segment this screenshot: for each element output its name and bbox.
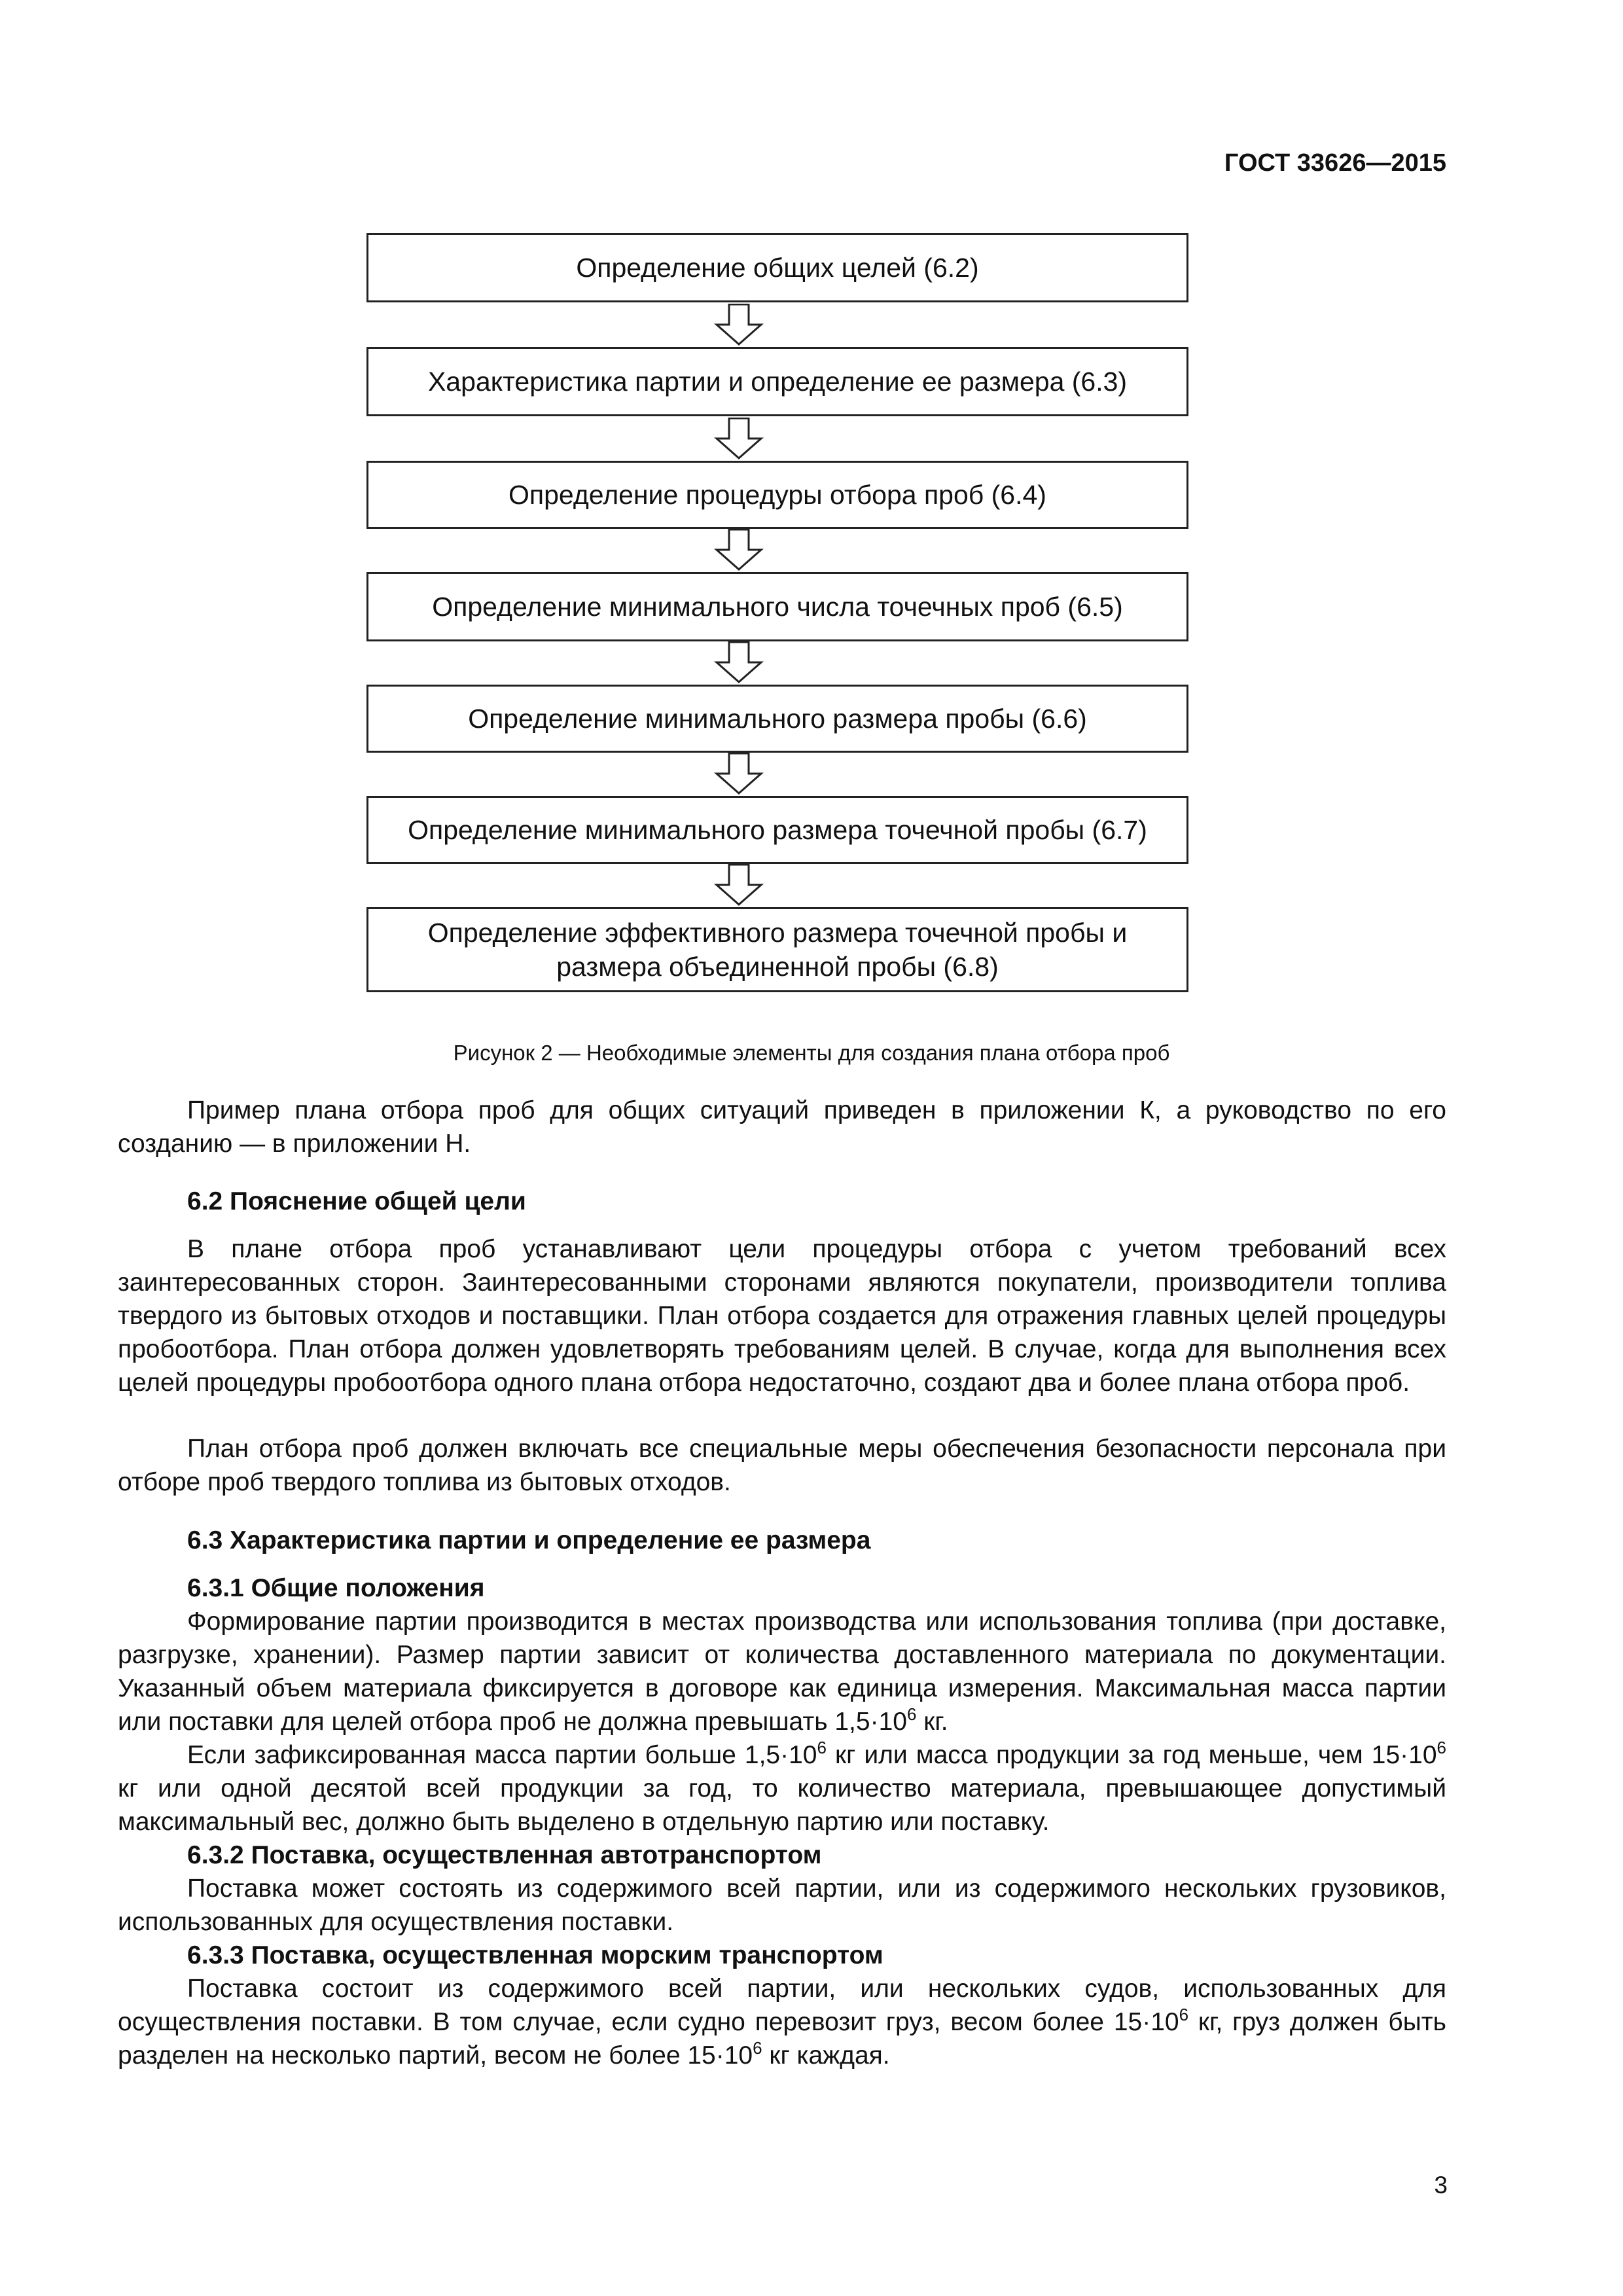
section-6-3-3-paragraph: Поставка состоит из содержимого всей партии, или нескольких судов, использованных для осуществления поставки. В том случае, если судно перевозит груз, весом более $15\cdot 10^6$ кг, груз должен быть разделен на несколько партий, весом не более $15\cdot 10^6$ кг каждая. <box>118 1975 1446 2070</box>
flowchart-step-3: Определение процедуры отбора проб (6.4) <box>366 461 1188 529</box>
down-arrow-icon <box>713 641 765 683</box>
section-6-2-paragraph-1: В плане отбора проб устанавливают цели процедуры отбора с учетом требований всех заинтересованных сторон. Заинтересованными сторонами являются покупатели, производители топлива твердого из бытовых отходов и поставщики. План отбора создается для отражения главных целей процедуры пробоотбора. План отбора должен удовлетворять требованиям целей. В случае, когда для выполнения всех целей процедуры пробоотбора одного плана отбора недостаточно, создают два и более плана отбора проб. <box>118 1235 1446 1397</box>
section-6-3-1-paragraph-2: Если зафиксированная масса партии больше $1,5\cdot 10^6$ кг или масса продукции за год меньше, чем $15\cdot 10^6$ кг или одной десятой всей продукции за год, то количество материала, превышающее допустимый максимальный вес, должно быть выделено в отдельную партию или поставку. <box>118 1738 1446 1836</box>
intro-paragraph: Пример плана отбора проб для общих ситуаций приведен в приложении К, а руководство по его созданию — в приложении Н. <box>118 1096 1446 1158</box>
document-code: ГОСТ 33626—2015 <box>1224 149 1446 177</box>
figure-caption: Рисунок 2 — Необходимые элементы для создания плана отбора проб <box>453 1041 1170 1065</box>
down-arrow-icon <box>713 418 765 459</box>
section-6-3-2-heading: 6.3.2 Поставка, осуществленная автотранспортом <box>187 1841 822 1869</box>
page-number: 3 <box>1434 2172 1448 2198</box>
section-6-3-heading: 6.3 Характеристика партии и определение ее размера <box>187 1526 871 1554</box>
flowchart-step-6: Определение минимального размера точечной пробы (6.7) <box>366 796 1188 864</box>
section-6-2-heading: 6.2 Пояснение общей цели <box>187 1187 526 1215</box>
flowchart-step-7: Определение эффективного размера точечной пробы и размера объединенной пробы (6.8) <box>366 907 1188 992</box>
section-6-3-2-paragraph: Поставка может состоять из содержимого всей партии, или из содержимого нескольких грузовиков, использованных для осуществления поставки. <box>118 1874 1446 1936</box>
flowchart-step-1: Определение общих целей (6.2) <box>366 233 1188 302</box>
down-arrow-icon <box>713 753 765 795</box>
flowchart-step-4: Определение минимального числа точечных проб (6.5) <box>366 572 1188 641</box>
down-arrow-icon <box>713 529 765 571</box>
section-6-3-3-heading: 6.3.3 Поставка, осуществленная морским транспортом <box>187 1941 883 1969</box>
flowchart-step-5: Определение минимального размера пробы (6.6) <box>366 685 1188 753</box>
down-arrow-icon <box>713 864 765 906</box>
section-6-3-1-paragraph-1: Формирование партии производится в местах производства или использования топлива (при доставке, разгрузке, хранении). Размер партии зависит от количества доставленного материала по документации. Указанный объем материала фиксируется в договоре как единица измерения. Максимальная масса партии или поставки для целей отбора проб не должна превышать $1,5\cdot 10^6$ кг. <box>118 1607 1446 1736</box>
down-arrow-icon <box>713 304 765 346</box>
flowchart-step-2: Характеристика партии и определение ее размера (6.3) <box>366 347 1188 416</box>
section-6-3-1-heading: 6.3.1 Общие положения <box>187 1574 485 1602</box>
section-6-2-paragraph-2: План отбора проб должен включать все специальные меры обеспечения безопасности персонала при отборе проб твердого топлива из бытовых отходов. <box>118 1435 1446 1496</box>
